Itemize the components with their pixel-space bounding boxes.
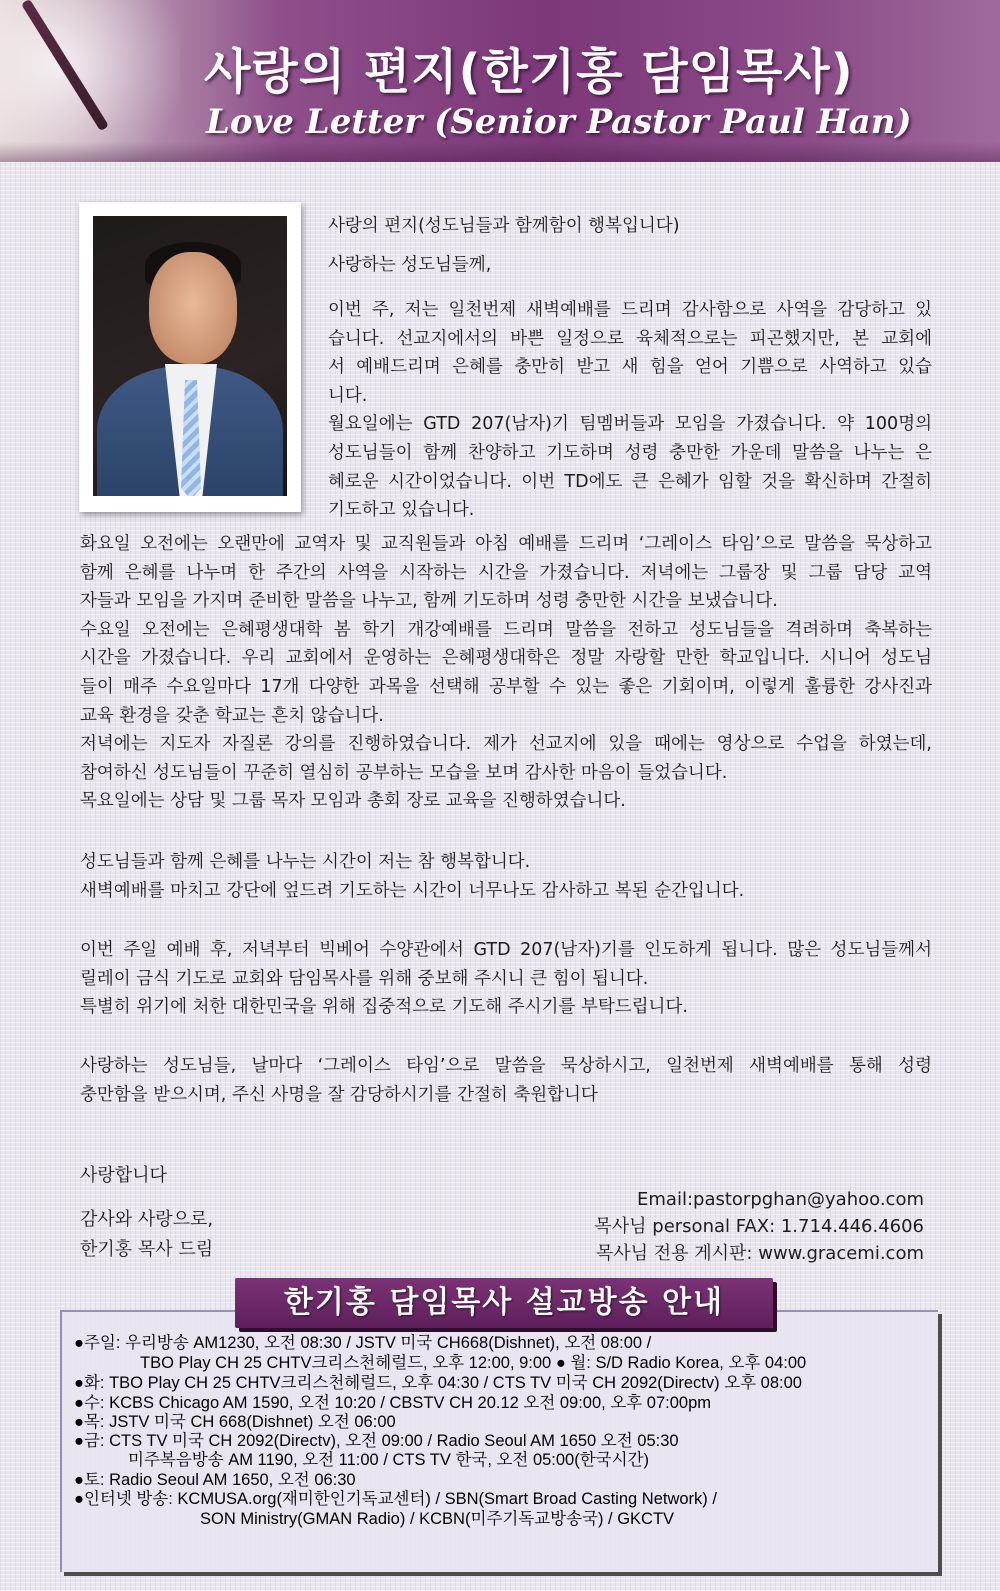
letter-heading: 사랑의 편지(성도님들과 함께함이 행복입니다) <box>328 216 680 236</box>
letter-line: 함께 은혜를 나누며 한 주간의 사역을 시작하는 시간을 가졌습니다. 저녁에는 그룹장 및 그룹 담당 교역 <box>80 562 932 583</box>
closing-love: 사랑합니다 <box>80 1165 167 1186</box>
letter-paragraph-blessing <box>80 1052 932 1109</box>
schedule-friday: ●금: CTS TV 미국 CH 2092(Directv), 오전 09:00 / Radio Seoul AM 1650 오전 05:30 <box>74 1432 679 1450</box>
letter-paragraph-gratitude <box>80 848 932 905</box>
schedule-sunday: ●주일: 우리방송 AM1230, 오전 08:30 / JSTV 미국 CH668(Dishnet), 오전 08:00 / <box>74 1334 652 1352</box>
letter-line: 성도님들과 함께 은혜를 나누는 시간이 저는 참 행복합니다. <box>80 852 531 872</box>
letter-paragraph-right <box>328 296 932 525</box>
letter-line: 시간을 가졌습니다. 우리 교회에서 운영하는 은혜평생대학은 정말 자랑할 만한 학교입니다. 시니어 성도님 <box>80 648 932 669</box>
letter-line: 기도하고 있습니다. <box>328 500 475 521</box>
letter-line: 이번 주일 예배 후, 저녁부터 빅베어 수양관에서 GTD 207(남자)기를 인도하게 됩니다. 많은 성도님들께서 <box>80 940 932 960</box>
letter-line: 니다. <box>328 385 368 406</box>
schedule-internet: ●인터넷 방송: KCMUSA.org(재미한인기독교센터) / SBN(Smart Broad Casting Network) / <box>74 1490 717 1508</box>
letter-line: 특별히 위기에 처한 대한민국을 위해 집중적으로 기도해 주시기를 부탁드립니다. <box>80 997 688 1018</box>
header-banner <box>0 0 1000 162</box>
letter-line: 월요일에는 GTD 207(남자)기 팀멤버들과 모임을 가졌습니다. 약 100명의 <box>328 414 932 435</box>
letter-line: 교육 환경을 갖춘 학교는 흔치 않습니다. <box>80 705 384 726</box>
schedule-internet-cont: SON Ministry(GMAN Radio) / KCBN(미주기독교방송국) / GKCTV <box>200 1510 675 1528</box>
letter-salutation: 사랑하는 성도님들께, <box>328 254 492 275</box>
broadcast-title: 한기홍 담임목사 설교방송 안내 <box>283 1285 725 1320</box>
schedule-sunday-cont: TBO Play CH 25 CHTV크리스천헤럴드, 오후 12:00, 9:00 ● 월: S/D Radio Korea, 오후 04:00 <box>140 1354 807 1372</box>
signature: 한기홍 목사 드림 <box>80 1239 214 1260</box>
pastor-photo <box>93 216 287 496</box>
letter-line: 참여하신 성도님들이 꾸준히 열심히 공부하는 모습을 보며 감사한 마음이 들었습니다. <box>80 762 728 783</box>
letter-line: 들이 매주 수요일마다 17개 다양한 과목을 선택해 공부할 수 있는 좋은 기회이며, 이렇게 훌륭한 강사진과 <box>80 676 932 697</box>
letter-line: 이번 주, 저는 일천번제 새벽예배를 드리며 감사함으로 사역을 감당하고 있 <box>328 300 932 320</box>
pastor-photo-frame <box>79 202 301 512</box>
quill-pen-image <box>0 0 180 162</box>
letter-line: 수요일 오전에는 은혜평생대학 봄 학기 개강예배를 드리며 말씀을 전하고 성도님들을 격려하며 축복하는 <box>80 619 932 640</box>
letter-line: 충만함을 받으시며, 주신 사명을 잘 감당하시기를 간절히 축원합니다 <box>80 1084 598 1105</box>
schedule-friday-cont: 미주복음방송 AM 1190, 오전 11:00 / CTS TV 한국, 오전 05:00(한국시간) <box>128 1451 649 1469</box>
page-subtitle: Love Letter (Senior Pastor Paul Han) <box>206 102 912 142</box>
contact-fax: 목사님 personal FAX: 1.714.446.4606 <box>594 1216 924 1237</box>
letter-line: 화요일 오전에는 오랜만에 교역자 및 교직원들과 아침 예배를 드리며 ‘그레이스 타임’으로 말씀을 묵상하고 <box>80 534 932 554</box>
letter-line: 저녁에는 지도자 자질론 강의를 진행하였습니다. 제가 선교지에 있을 때에는 영상으로 수업을 하였는데, <box>80 734 932 755</box>
contact-email[interactable]: Email:pastorpghan@yahoo.com <box>637 1189 924 1210</box>
letter-line: 새벽예배를 마치고 강단에 엎드려 기도하는 시간이 너무나도 감사하고 복된 순간입니다. <box>80 880 745 901</box>
letter-line: 자들과 모임을 가지며 준비한 말씀을 나누고, 함께 기도하며 성령 충만한 시간을 보냈습니다. <box>80 591 778 612</box>
closing-with: 감사와 사랑으로, <box>80 1209 214 1230</box>
header-shadow <box>0 142 1000 162</box>
letter-line: 혜로운 시간이었습니다. 이번 TD에도 큰 은혜가 임할 것을 확신하며 간절히 <box>328 471 932 492</box>
schedule-wednesday: ●수: KCBS Chicago AM 1590, 오전 10:20 / CBSTV CH 20.12 오전 09:00, 오후 07:00pm <box>74 1394 711 1412</box>
letter-line: 사랑하는 성도님들, 날마다 ‘그레이스 타임’으로 말씀을 묵상하시고, 일천번제 새벽예배를 통해 성령 <box>80 1056 932 1076</box>
letter-line: 서 예배드리며 은혜를 충만히 받고 새 힘을 얻어 기쁨으로 사역하고 있습 <box>328 357 932 378</box>
photo-face <box>149 252 237 364</box>
letter-line: 습니다. 선교지에서의 바쁜 일정으로 육체적으로는 피곤했지만, 본 교회에 <box>328 328 932 349</box>
contact-board[interactable]: 목사님 전용 게시판: www.gracemi.com <box>595 1243 924 1264</box>
letter-line: 목요일에는 상담 및 그룹 목자 모임과 총회 장로 교육을 진행하였습니다. <box>80 791 626 812</box>
page-title: 사랑의 편지(한기홍 담임목사) <box>204 44 854 100</box>
broadcast-banner <box>235 1278 773 1328</box>
schedule-thursday: ●목: JSTV 미국 CH 668(Dishnet) 오전 06:00 <box>74 1413 396 1431</box>
schedule-tuesday: ●화: TBO Play CH 25 CHTV크리스천헤럴드, 오후 04:30 / CTS TV 미국 CH 2092(Directv) 오후 08:00 <box>74 1374 802 1392</box>
letter-paragraph-gtd <box>80 936 932 1022</box>
contact-info <box>594 1186 924 1267</box>
letter-intro <box>328 212 932 279</box>
letter-line: 성도님들이 함께 찬양하고 기도하며 성령 충만한 가운데 말씀을 나누는 은 <box>328 442 932 463</box>
schedule-saturday: ●토: Radio Seoul AM 1650, 오전 06:30 <box>74 1471 356 1489</box>
letter-paragraph-weekdays <box>80 530 932 816</box>
letter-line: 릴레이 금식 기도로 교회와 담임목사를 위해 중보해 주시니 큰 힘이 됩니다. <box>80 968 649 989</box>
